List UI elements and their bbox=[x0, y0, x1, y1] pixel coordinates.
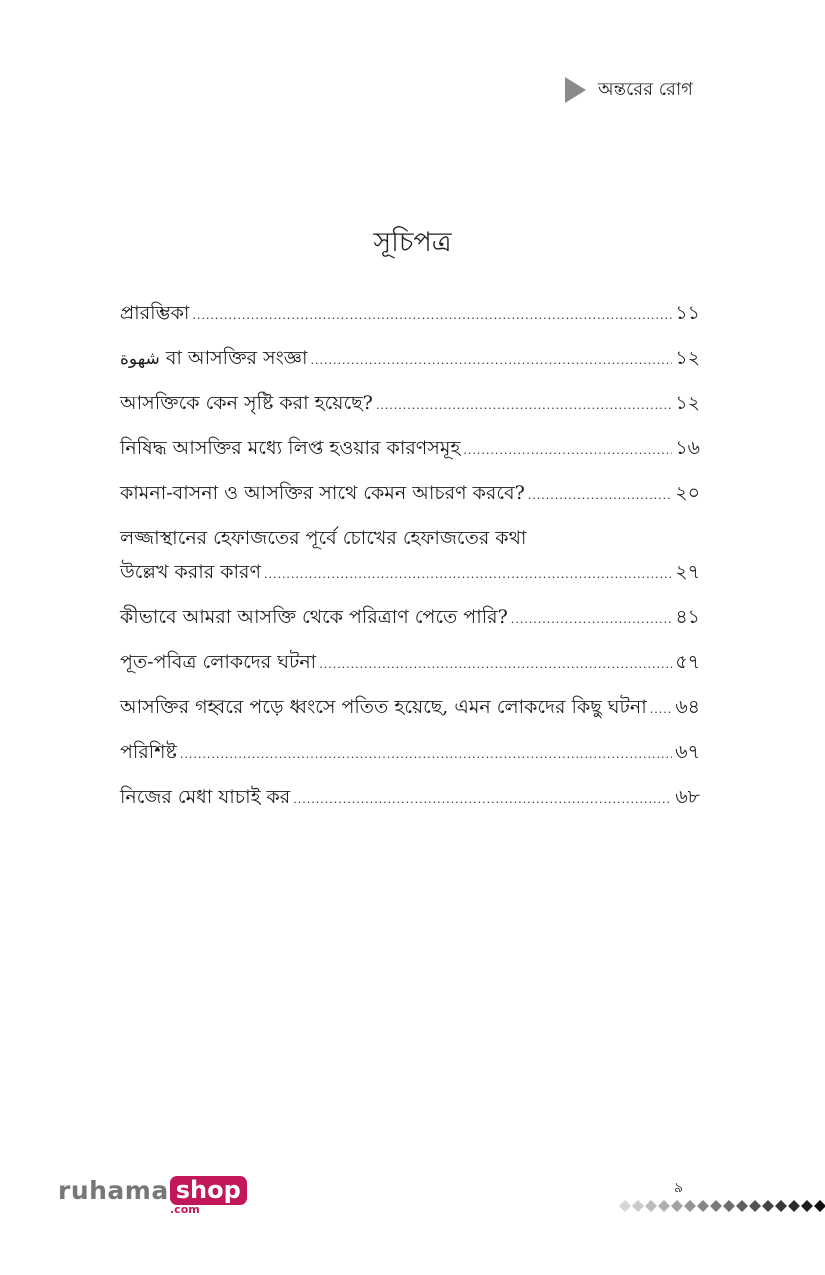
ruhamashop-logo bbox=[58, 1176, 247, 1216]
diamond-icon bbox=[645, 1200, 657, 1212]
toc-entry bbox=[120, 480, 700, 509]
page-number: ৯ bbox=[674, 1180, 684, 1196]
toc-entry-label: নিজের মেধা যাচাই কর bbox=[120, 786, 291, 808]
diamond-icon bbox=[697, 1200, 709, 1212]
diamond-icon bbox=[723, 1200, 735, 1212]
toc-entry bbox=[120, 649, 700, 678]
diamond-icon bbox=[710, 1200, 722, 1212]
decorative-diamond-row-icon bbox=[618, 1196, 825, 1216]
toc-entry-label: আসক্তিকে কেন সৃষ্টি করা হয়েছে? bbox=[120, 392, 373, 414]
diamond-icon bbox=[762, 1200, 774, 1212]
page-title: সূচিপত্র bbox=[373, 227, 452, 258]
diamond-icon bbox=[736, 1200, 748, 1212]
toc-entry-label: নিষিদ্ধ আসক্তির মধ্যে লিপ্ত হওয়ার কারণসমূহ bbox=[120, 437, 461, 459]
diamond-icon bbox=[749, 1200, 761, 1212]
toc-entry-page: ৪১ bbox=[675, 606, 700, 628]
dot-leader bbox=[264, 562, 672, 588]
toc-entry-page: ৬৮ bbox=[675, 786, 700, 808]
toc-entry-page: ২০ bbox=[675, 482, 700, 504]
diamond-icon bbox=[658, 1200, 670, 1212]
toc-entry bbox=[120, 435, 700, 464]
toc-entry-page: ৫৭ bbox=[675, 651, 700, 673]
dot-leader bbox=[192, 303, 672, 329]
diamond-icon bbox=[775, 1200, 787, 1212]
toc-entry-label: কীভাবে আমরা আসক্তি থেকে পরিত্রাণ পেতে পারি? bbox=[120, 606, 508, 628]
toc-entry-label-line1: লজ্জাস্থানের হেফাজতের পূর্বে চোখের হেফাজতের কথা bbox=[120, 527, 527, 549]
toc-entry bbox=[120, 390, 700, 419]
toc-entry-page: ১১ bbox=[675, 302, 700, 324]
diamond-icon bbox=[814, 1200, 825, 1212]
toc-entry-page: ১২ bbox=[675, 392, 700, 414]
toc-entry-label: পরিশিষ্ট bbox=[120, 741, 177, 763]
dot-leader bbox=[293, 787, 672, 813]
toc-entry bbox=[120, 300, 700, 329]
dot-leader bbox=[180, 742, 672, 768]
toc-entry bbox=[120, 345, 700, 374]
triangle-marker-icon bbox=[565, 77, 586, 103]
toc-entry bbox=[120, 739, 700, 768]
running-header bbox=[565, 74, 693, 106]
toc-entry-label: প্রারম্ভিকা bbox=[120, 302, 190, 324]
toc-entry-label-text: বা আসক্তির সংজ্ঞা bbox=[159, 347, 308, 369]
toc-entry-page: ৬৭ bbox=[675, 741, 700, 763]
logo-ruhama-text: ruhama bbox=[58, 1176, 169, 1205]
running-title: অন্তরের রোগ bbox=[598, 78, 693, 100]
dot-leader bbox=[376, 393, 673, 419]
dot-leader bbox=[511, 607, 673, 633]
toc-entry-page: ২৭ bbox=[675, 561, 700, 583]
toc-entry bbox=[120, 525, 700, 588]
diamond-icon bbox=[684, 1200, 696, 1212]
diamond-icon bbox=[788, 1200, 800, 1212]
toc-entry-label: আসক্তির গহ্বরে পড়ে ধ্বংসে পতিত হয়েছে, এমন লোকদের কিছু ঘটনা bbox=[120, 696, 647, 718]
dot-leader bbox=[528, 483, 673, 509]
toc-entry-label: কামনা-বাসনা ও আসক্তির সাথে কেমন আচরণ করবে? bbox=[120, 482, 525, 504]
logo-com-text: .com bbox=[170, 1203, 200, 1216]
toc-entry-page: ৬৪ bbox=[675, 696, 700, 718]
dot-leader bbox=[310, 348, 672, 374]
diamond-icon bbox=[619, 1200, 631, 1212]
toc-entry bbox=[120, 604, 700, 633]
toc-entry-label: পূত-পবিত্র লোকদের ঘটনা bbox=[120, 651, 317, 673]
toc-entry bbox=[120, 694, 700, 723]
dot-leader bbox=[650, 697, 673, 723]
dot-leader bbox=[463, 438, 672, 464]
dot-leader bbox=[319, 652, 672, 678]
diamond-icon bbox=[801, 1200, 813, 1212]
toc-entry-page: ১২ bbox=[675, 347, 700, 369]
toc-entry bbox=[120, 784, 700, 813]
toc-entry-label: উল্লেখ করার কারণ bbox=[120, 561, 261, 583]
table-of-contents bbox=[120, 300, 700, 829]
diamond-icon bbox=[671, 1200, 683, 1212]
diamond-icon bbox=[632, 1200, 644, 1212]
arabic-term: شهوة bbox=[120, 349, 160, 369]
toc-entry-page: ১৬ bbox=[675, 437, 700, 459]
logo-shop-badge: shop bbox=[170, 1176, 247, 1205]
toc-entry-label bbox=[120, 345, 307, 372]
